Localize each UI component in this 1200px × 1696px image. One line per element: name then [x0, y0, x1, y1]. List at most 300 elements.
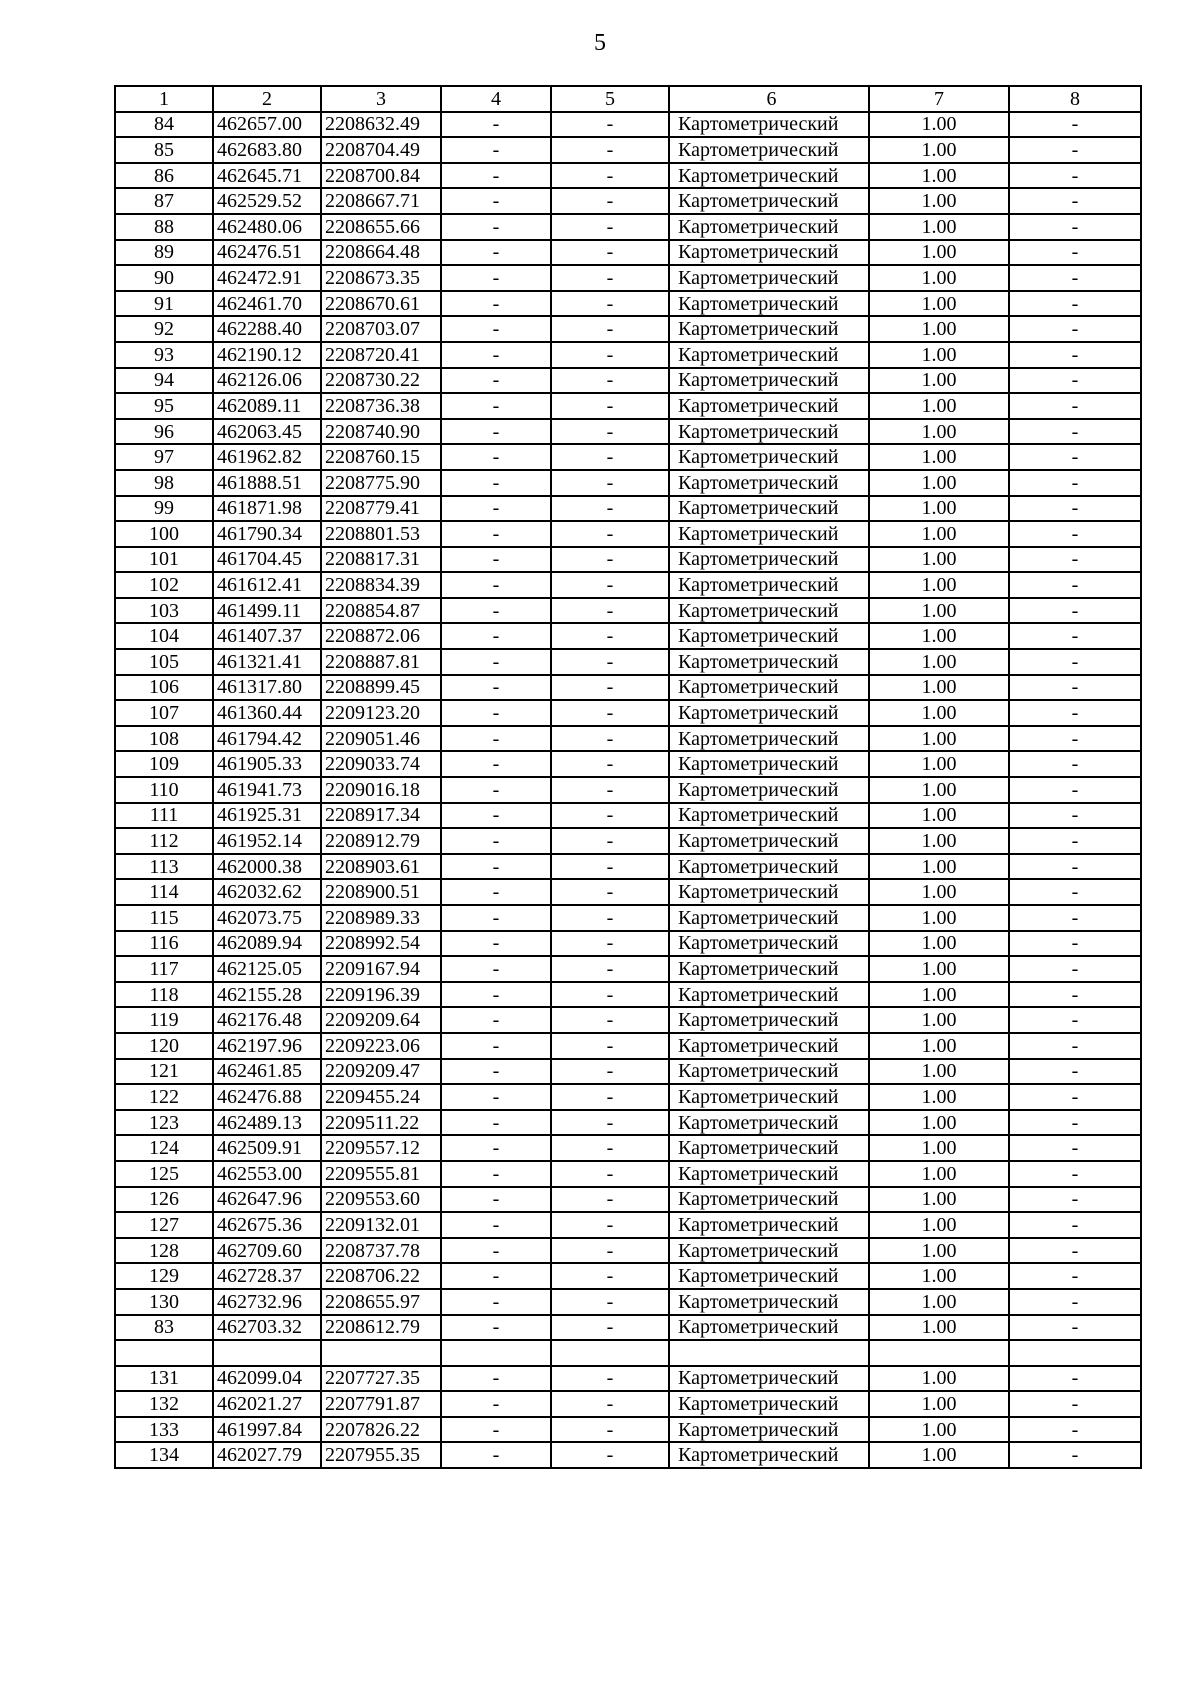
x-coordinate-cell: 462461.70	[213, 291, 321, 317]
table-row	[115, 291, 1141, 317]
col-5-cell: -	[551, 905, 669, 931]
col-5-cell: -	[551, 291, 669, 317]
point-number-cell: 121	[115, 1059, 213, 1085]
table-row	[115, 1187, 1141, 1213]
method-cell: Картометрический	[669, 751, 869, 777]
col-8-cell: -	[1009, 1059, 1141, 1085]
accuracy-cell: 1.00	[869, 316, 1009, 342]
x-coordinate-cell: 461871.98	[213, 496, 321, 522]
method-cell: Картометрический	[669, 1135, 869, 1161]
accuracy-cell: 1.00	[869, 905, 1009, 931]
method-cell: Картометрический	[669, 982, 869, 1008]
col-4-cell: -	[441, 1391, 551, 1417]
col-8-cell: -	[1009, 521, 1141, 547]
point-number-cell: 100	[115, 521, 213, 547]
y-coordinate-cell: 2209557.12	[321, 1135, 441, 1161]
col-5-cell: -	[551, 470, 669, 496]
point-number-cell: 113	[115, 854, 213, 880]
y-coordinate-cell: 2208664.48	[321, 240, 441, 266]
method-cell: Картометрический	[669, 1289, 869, 1315]
table-row	[115, 623, 1141, 649]
method-cell: Картометрический	[669, 905, 869, 931]
col-4-cell: -	[441, 598, 551, 624]
col-8-cell: -	[1009, 214, 1141, 240]
col-5-cell: -	[551, 1289, 669, 1315]
x-coordinate-cell: 462645.71	[213, 163, 321, 189]
point-number-cell: 133	[115, 1417, 213, 1443]
accuracy-cell: 1.00	[869, 342, 1009, 368]
col-4-cell: -	[441, 368, 551, 394]
point-number-cell: 118	[115, 982, 213, 1008]
col-5-cell: -	[551, 214, 669, 240]
table-row	[115, 444, 1141, 470]
col-4-cell: -	[441, 854, 551, 880]
accuracy-cell: 1.00	[869, 1238, 1009, 1264]
method-cell: Картометрический	[669, 726, 869, 752]
table-row	[115, 342, 1141, 368]
y-coordinate-cell: 2207955.35	[321, 1442, 441, 1468]
col-4-cell: -	[441, 1442, 551, 1468]
point-number-cell: 120	[115, 1033, 213, 1059]
accuracy-cell: 1.00	[869, 393, 1009, 419]
table-row	[115, 1007, 1141, 1033]
method-cell: Картометрический	[669, 1084, 869, 1110]
col-8-cell: -	[1009, 649, 1141, 675]
point-number-cell: 122	[115, 1084, 213, 1110]
col-8-cell: -	[1009, 572, 1141, 598]
col-4-cell: -	[441, 675, 551, 701]
accuracy-cell: 1.00	[869, 214, 1009, 240]
point-number-cell: 104	[115, 623, 213, 649]
point-number-cell: 88	[115, 214, 213, 240]
coordinates-table	[114, 85, 1142, 1469]
point-number-cell: 98	[115, 470, 213, 496]
col-8-cell: -	[1009, 240, 1141, 266]
method-cell: Картометрический	[669, 1059, 869, 1085]
x-coordinate-cell: 462709.60	[213, 1238, 321, 1264]
table-row	[115, 1366, 1141, 1392]
col-8-cell: -	[1009, 1366, 1141, 1392]
y-coordinate-cell: 2209511.22	[321, 1110, 441, 1136]
col-4-cell: -	[441, 1289, 551, 1315]
table-row	[115, 905, 1141, 931]
x-coordinate-cell: 462027.79	[213, 1442, 321, 1468]
col-8-cell: -	[1009, 1289, 1141, 1315]
table-row	[115, 982, 1141, 1008]
point-number-cell: 131	[115, 1366, 213, 1392]
col-8-cell: -	[1009, 188, 1141, 214]
col-5-cell: -	[551, 342, 669, 368]
table-row	[115, 1391, 1141, 1417]
method-cell	[669, 1340, 869, 1366]
method-cell: Картометрический	[669, 777, 869, 803]
accuracy-cell: 1.00	[869, 547, 1009, 573]
point-number-cell: 124	[115, 1135, 213, 1161]
col-8-cell: -	[1009, 291, 1141, 317]
col-8-cell: -	[1009, 1084, 1141, 1110]
x-coordinate-cell: 462489.13	[213, 1110, 321, 1136]
table-row	[115, 803, 1141, 829]
accuracy-cell: 1.00	[869, 956, 1009, 982]
accuracy-cell: 1.00	[869, 1263, 1009, 1289]
col-4-cell: -	[441, 572, 551, 598]
col-4-cell	[441, 1340, 551, 1366]
x-coordinate-cell: 461962.82	[213, 444, 321, 470]
x-coordinate-cell: 461704.45	[213, 547, 321, 573]
accuracy-cell: 1.00	[869, 1442, 1009, 1468]
col-5-cell: -	[551, 598, 669, 624]
y-coordinate-cell: 2207826.22	[321, 1417, 441, 1443]
col-8-cell: -	[1009, 1391, 1141, 1417]
col-5-cell: -	[551, 419, 669, 445]
method-cell: Картометрический	[669, 342, 869, 368]
table-row	[115, 1059, 1141, 1085]
method-cell: Картометрический	[669, 496, 869, 522]
col-4-cell: -	[441, 1263, 551, 1289]
col-5-cell: -	[551, 112, 669, 138]
point-number-cell: 129	[115, 1263, 213, 1289]
col-5-cell: -	[551, 777, 669, 803]
method-cell: Картометрический	[669, 214, 869, 240]
y-coordinate-cell: 2208736.38	[321, 393, 441, 419]
accuracy-cell: 1.00	[869, 419, 1009, 445]
col-8-cell: -	[1009, 1263, 1141, 1289]
y-coordinate-cell: 2208720.41	[321, 342, 441, 368]
col-5-cell: -	[551, 1084, 669, 1110]
accuracy-cell: 1.00	[869, 1391, 1009, 1417]
accuracy-cell: 1.00	[869, 777, 1009, 803]
col-5-cell: -	[551, 368, 669, 394]
y-coordinate-cell: 2208992.54	[321, 931, 441, 957]
col-5-cell: -	[551, 572, 669, 598]
method-cell: Картометрический	[669, 1442, 869, 1468]
point-number-cell: 114	[115, 879, 213, 905]
accuracy-cell: 1.00	[869, 982, 1009, 1008]
col-5-cell: -	[551, 854, 669, 880]
col-5-cell: -	[551, 623, 669, 649]
col-8-cell: -	[1009, 419, 1141, 445]
table-row	[115, 828, 1141, 854]
col-8-cell: -	[1009, 777, 1141, 803]
point-number-cell: 101	[115, 547, 213, 573]
header-cell-6: 6	[669, 86, 869, 112]
col-5-cell: -	[551, 444, 669, 470]
col-8-cell: -	[1009, 393, 1141, 419]
x-coordinate-cell: 461888.51	[213, 470, 321, 496]
point-number-cell: 103	[115, 598, 213, 624]
x-coordinate-cell: 462461.85	[213, 1059, 321, 1085]
table-row	[115, 214, 1141, 240]
method-cell: Картометрический	[669, 1263, 869, 1289]
header-cell-1: 1	[115, 86, 213, 112]
col-8-cell: -	[1009, 623, 1141, 649]
col-8-cell: -	[1009, 1110, 1141, 1136]
table-row	[115, 854, 1141, 880]
col-5-cell: -	[551, 496, 669, 522]
accuracy-cell: 1.00	[869, 598, 1009, 624]
col-8-cell: -	[1009, 1135, 1141, 1161]
col-4-cell: -	[441, 1315, 551, 1341]
x-coordinate-cell: 462021.27	[213, 1391, 321, 1417]
method-cell: Картометрический	[669, 1187, 869, 1213]
col-8-cell: -	[1009, 1187, 1141, 1213]
method-cell: Картометрический	[669, 649, 869, 675]
x-coordinate-cell: 462728.37	[213, 1263, 321, 1289]
accuracy-cell: 1.00	[869, 265, 1009, 291]
col-4-cell: -	[441, 240, 551, 266]
method-cell: Картометрический	[669, 572, 869, 598]
x-coordinate-cell: 461499.11	[213, 598, 321, 624]
col-5-cell: -	[551, 547, 669, 573]
table-row	[115, 1289, 1141, 1315]
point-number-cell: 110	[115, 777, 213, 803]
page-number: 5	[594, 30, 606, 56]
table-row	[115, 240, 1141, 266]
method-cell: Картометрический	[669, 1366, 869, 1392]
y-coordinate-cell: 2209051.46	[321, 726, 441, 752]
method-cell: Картометрический	[669, 1315, 869, 1341]
col-8-cell: -	[1009, 828, 1141, 854]
point-number-cell: 127	[115, 1212, 213, 1238]
col-4-cell: -	[441, 905, 551, 931]
col-5-cell: -	[551, 1187, 669, 1213]
table-row	[115, 1110, 1141, 1136]
point-number-cell: 91	[115, 291, 213, 317]
col-4-cell: -	[441, 956, 551, 982]
table-row	[115, 1442, 1141, 1468]
y-coordinate-cell: 2209555.81	[321, 1161, 441, 1187]
col-5-cell: -	[551, 1366, 669, 1392]
x-coordinate-cell: 461794.42	[213, 726, 321, 752]
col-8-cell: -	[1009, 700, 1141, 726]
method-cell: Картометрический	[669, 623, 869, 649]
accuracy-cell: 1.00	[869, 496, 1009, 522]
method-cell: Картометрический	[669, 956, 869, 982]
method-cell: Картометрический	[669, 828, 869, 854]
method-cell: Картометрический	[669, 291, 869, 317]
table-row	[115, 700, 1141, 726]
accuracy-cell: 1.00	[869, 726, 1009, 752]
y-coordinate-cell	[321, 1340, 441, 1366]
col-4-cell: -	[441, 342, 551, 368]
accuracy-cell: 1.00	[869, 137, 1009, 163]
accuracy-cell: 1.00	[869, 112, 1009, 138]
accuracy-cell: 1.00	[869, 1315, 1009, 1341]
x-coordinate-cell	[213, 1340, 321, 1366]
y-coordinate-cell: 2208817.31	[321, 547, 441, 573]
x-coordinate-cell: 462000.38	[213, 854, 321, 880]
col-5-cell: -	[551, 393, 669, 419]
accuracy-cell: 1.00	[869, 931, 1009, 957]
col-4-cell: -	[441, 393, 551, 419]
header-cell-4: 4	[441, 86, 551, 112]
y-coordinate-cell: 2208737.78	[321, 1238, 441, 1264]
y-coordinate-cell: 2208655.66	[321, 214, 441, 240]
col-4-cell: -	[441, 1212, 551, 1238]
col-5-cell: -	[551, 982, 669, 1008]
col-5-cell: -	[551, 240, 669, 266]
method-cell: Картометрический	[669, 1238, 869, 1264]
y-coordinate-cell: 2208899.45	[321, 675, 441, 701]
col-8-cell: -	[1009, 854, 1141, 880]
point-number-cell: 99	[115, 496, 213, 522]
y-coordinate-cell: 2208834.39	[321, 572, 441, 598]
col-5-cell: -	[551, 1059, 669, 1085]
y-coordinate-cell: 2208632.49	[321, 112, 441, 138]
col-8-cell: -	[1009, 1442, 1141, 1468]
col-4-cell: -	[441, 1007, 551, 1033]
table-row	[115, 751, 1141, 777]
method-cell: Картометрический	[669, 444, 869, 470]
method-cell: Картометрический	[669, 1212, 869, 1238]
accuracy-cell: 1.00	[869, 623, 1009, 649]
col-4-cell: -	[441, 1187, 551, 1213]
x-coordinate-cell: 461941.73	[213, 777, 321, 803]
col-4-cell: -	[441, 496, 551, 522]
table-row	[115, 598, 1141, 624]
point-number-cell: 117	[115, 956, 213, 982]
accuracy-cell: 1.00	[869, 675, 1009, 701]
method-cell: Картометрический	[669, 137, 869, 163]
y-coordinate-cell: 2207791.87	[321, 1391, 441, 1417]
col-8-cell: -	[1009, 905, 1141, 931]
col-4-cell: -	[441, 316, 551, 342]
point-number-cell: 89	[115, 240, 213, 266]
x-coordinate-cell: 461925.31	[213, 803, 321, 829]
point-number-cell: 125	[115, 1161, 213, 1187]
y-coordinate-cell: 2208801.53	[321, 521, 441, 547]
point-number-cell: 107	[115, 700, 213, 726]
col-8-cell: -	[1009, 598, 1141, 624]
accuracy-cell: 1.00	[869, 470, 1009, 496]
table-row	[115, 265, 1141, 291]
col-4-cell: -	[441, 1033, 551, 1059]
accuracy-cell: 1.00	[869, 1187, 1009, 1213]
table-row	[115, 879, 1141, 905]
x-coordinate-cell: 462197.96	[213, 1033, 321, 1059]
table-row	[115, 368, 1141, 394]
y-coordinate-cell: 2209455.24	[321, 1084, 441, 1110]
table-row	[115, 419, 1141, 445]
x-coordinate-cell: 462089.11	[213, 393, 321, 419]
col-5-cell: -	[551, 521, 669, 547]
col-8-cell: -	[1009, 265, 1141, 291]
x-coordinate-cell: 462476.88	[213, 1084, 321, 1110]
col-5-cell: -	[551, 265, 669, 291]
col-8-cell: -	[1009, 1007, 1141, 1033]
y-coordinate-cell: 2209123.20	[321, 700, 441, 726]
accuracy-cell: 1.00	[869, 1007, 1009, 1033]
col-4-cell: -	[441, 419, 551, 445]
table-row	[115, 572, 1141, 598]
col-8-cell: -	[1009, 1161, 1141, 1187]
col-4-cell: -	[441, 470, 551, 496]
y-coordinate-cell: 2209033.74	[321, 751, 441, 777]
col-8-cell: -	[1009, 803, 1141, 829]
x-coordinate-cell: 462553.00	[213, 1161, 321, 1187]
col-5-cell: -	[551, 956, 669, 982]
method-cell: Картометрический	[669, 316, 869, 342]
y-coordinate-cell: 2209209.47	[321, 1059, 441, 1085]
x-coordinate-cell: 462155.28	[213, 982, 321, 1008]
table-row	[115, 931, 1141, 957]
point-number-cell: 128	[115, 1238, 213, 1264]
header-cell-5: 5	[551, 86, 669, 112]
col-5-cell: -	[551, 1212, 669, 1238]
col-8-cell: -	[1009, 444, 1141, 470]
table-row	[115, 316, 1141, 342]
y-coordinate-cell: 2209209.64	[321, 1007, 441, 1033]
point-number-cell: 112	[115, 828, 213, 854]
col-8-cell: -	[1009, 726, 1141, 752]
col-4-cell: -	[441, 1059, 551, 1085]
method-cell: Картометрический	[669, 1391, 869, 1417]
accuracy-cell: 1.00	[869, 1084, 1009, 1110]
method-cell: Картометрический	[669, 1033, 869, 1059]
accuracy-cell: 1.00	[869, 1417, 1009, 1443]
point-number-cell: 132	[115, 1391, 213, 1417]
table-row	[115, 649, 1141, 675]
col-5-cell: -	[551, 163, 669, 189]
col-4-cell: -	[441, 1084, 551, 1110]
col-4-cell: -	[441, 137, 551, 163]
col-5-cell: -	[551, 1135, 669, 1161]
col-5-cell: -	[551, 751, 669, 777]
point-number-cell: 106	[115, 675, 213, 701]
y-coordinate-cell: 2208740.90	[321, 419, 441, 445]
col-4-cell: -	[441, 1366, 551, 1392]
col-4-cell: -	[441, 1417, 551, 1443]
col-8-cell: -	[1009, 470, 1141, 496]
point-number-cell: 97	[115, 444, 213, 470]
table-row	[115, 521, 1141, 547]
x-coordinate-cell: 462647.96	[213, 1187, 321, 1213]
col-5-cell: -	[551, 1417, 669, 1443]
point-number-cell: 115	[115, 905, 213, 931]
accuracy-cell: 1.00	[869, 188, 1009, 214]
col-5-cell: -	[551, 1110, 669, 1136]
y-coordinate-cell: 2209553.60	[321, 1187, 441, 1213]
table-row	[115, 1340, 1141, 1366]
y-coordinate-cell: 2208730.22	[321, 368, 441, 394]
col-8-cell: -	[1009, 879, 1141, 905]
accuracy-cell: 1.00	[869, 1366, 1009, 1392]
x-coordinate-cell: 462126.06	[213, 368, 321, 394]
x-coordinate-cell: 462472.91	[213, 265, 321, 291]
col-4-cell: -	[441, 700, 551, 726]
table-row	[115, 112, 1141, 138]
col-4-cell: -	[441, 112, 551, 138]
y-coordinate-cell: 2208872.06	[321, 623, 441, 649]
col-8-cell	[1009, 1340, 1141, 1366]
col-8-cell: -	[1009, 112, 1141, 138]
point-number-cell: 105	[115, 649, 213, 675]
y-coordinate-cell: 2208612.79	[321, 1315, 441, 1341]
table-row	[115, 726, 1141, 752]
col-5-cell: -	[551, 879, 669, 905]
accuracy-cell: 1.00	[869, 368, 1009, 394]
table-row	[115, 188, 1141, 214]
y-coordinate-cell: 2209016.18	[321, 777, 441, 803]
y-coordinate-cell: 2208854.87	[321, 598, 441, 624]
y-coordinate-cell: 2208900.51	[321, 879, 441, 905]
header-cell-8: 8	[1009, 86, 1141, 112]
point-number-cell: 92	[115, 316, 213, 342]
table-row	[115, 1135, 1141, 1161]
accuracy-cell: 1.00	[869, 1289, 1009, 1315]
method-cell: Картометрический	[669, 112, 869, 138]
method-cell: Картометрический	[669, 470, 869, 496]
